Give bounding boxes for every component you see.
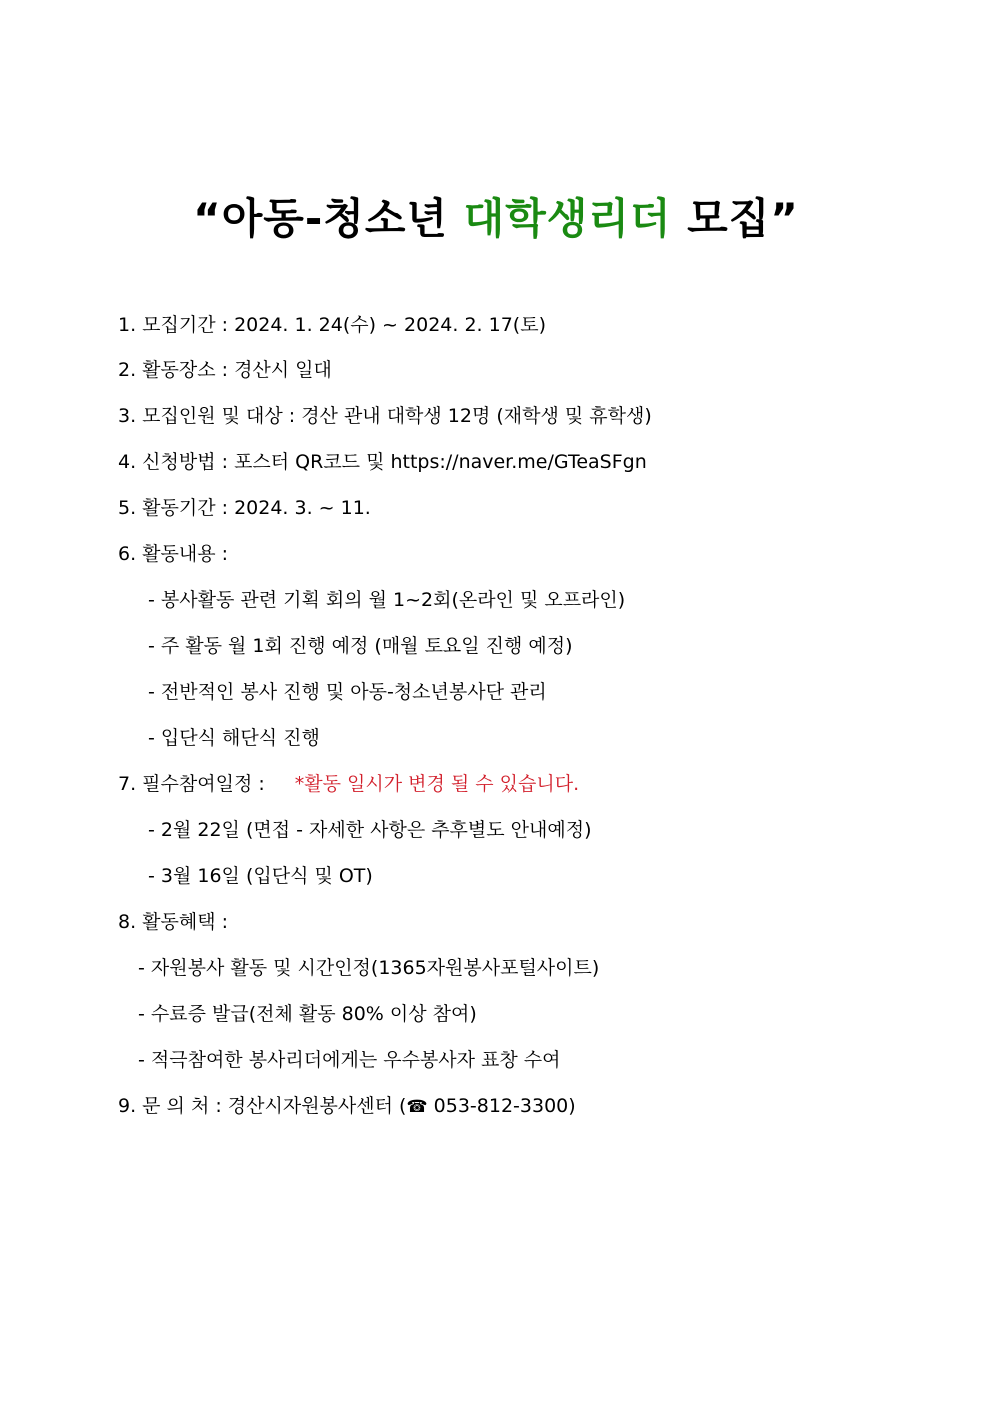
sub-item: - 전반적인 봉사 진행 및 아동-청소년봉사단 관리 bbox=[148, 681, 547, 703]
page-title bbox=[0, 186, 992, 246]
sub-item: - 주 활동 월 1회 진행 예정 (매월 토요일 진행 예정) bbox=[148, 635, 573, 657]
item-required-schedule bbox=[118, 772, 579, 796]
sub-item: - 입단식 해단식 진행 bbox=[148, 727, 320, 749]
schedule-change-notice: *활동 일시가 변경 될 수 있습니다. bbox=[294, 773, 580, 795]
title-quote-close: ” bbox=[770, 194, 799, 243]
item-location: 2. 활동장소 : 경산시 일대 bbox=[118, 359, 332, 381]
title-part2: 모집 bbox=[671, 194, 771, 243]
item-activity-content: 6. 활동내용 : bbox=[118, 543, 229, 565]
sub-item: - 2월 22일 (면접 - 자세한 사항은 추후별도 안내예정) bbox=[148, 819, 592, 841]
sub-item: - 봉사활동 관련 기획 회의 월 1~2회(온라인 및 오프라인) bbox=[148, 589, 626, 611]
phone-icon: ☎ bbox=[406, 1097, 428, 1117]
item-apply-method: 4. 신청방법 : 포스터 QR코드 및 https://naver.me/GTeaSFgn bbox=[118, 451, 647, 473]
contact-phone: 053-812-3300 bbox=[433, 1095, 569, 1117]
item-recruit-period: 1. 모집기간 : 2024. 1. 24(수) ~ 2024. 2. 17(토) bbox=[118, 314, 546, 336]
sub-item: - 적극참여한 봉사리더에게는 우수봉사자 표창 수여 bbox=[138, 1049, 561, 1071]
required-schedule-label: 7. 필수참여일정 : bbox=[118, 773, 265, 795]
title-accent: 대학생리더 bbox=[463, 194, 672, 243]
item-contact bbox=[118, 1094, 576, 1119]
sub-item: - 3월 16일 (입단식 및 OT) bbox=[148, 865, 373, 887]
sub-item: - 수료증 발급(전체 활동 80% 이상 참여) bbox=[138, 1003, 477, 1025]
title-quote-open: “ bbox=[193, 194, 222, 243]
item-target: 3. 모집인원 및 대상 : 경산 관내 대학생 12명 (재학생 및 휴학생) bbox=[118, 405, 652, 427]
contact-label: 9. 문 의 처 : 경산시자원봉사센터 ( bbox=[118, 1095, 407, 1117]
contact-close: ) bbox=[568, 1095, 576, 1117]
title-part1: 아동-청소년 bbox=[221, 194, 464, 243]
sub-item: - 자원봉사 활동 및 시간인정(1365자원봉사포털사이트) bbox=[138, 957, 600, 979]
item-activity-period: 5. 활동기간 : 2024. 3. ~ 11. bbox=[118, 497, 371, 519]
item-benefits: 8. 활동혜택 : bbox=[118, 911, 229, 933]
